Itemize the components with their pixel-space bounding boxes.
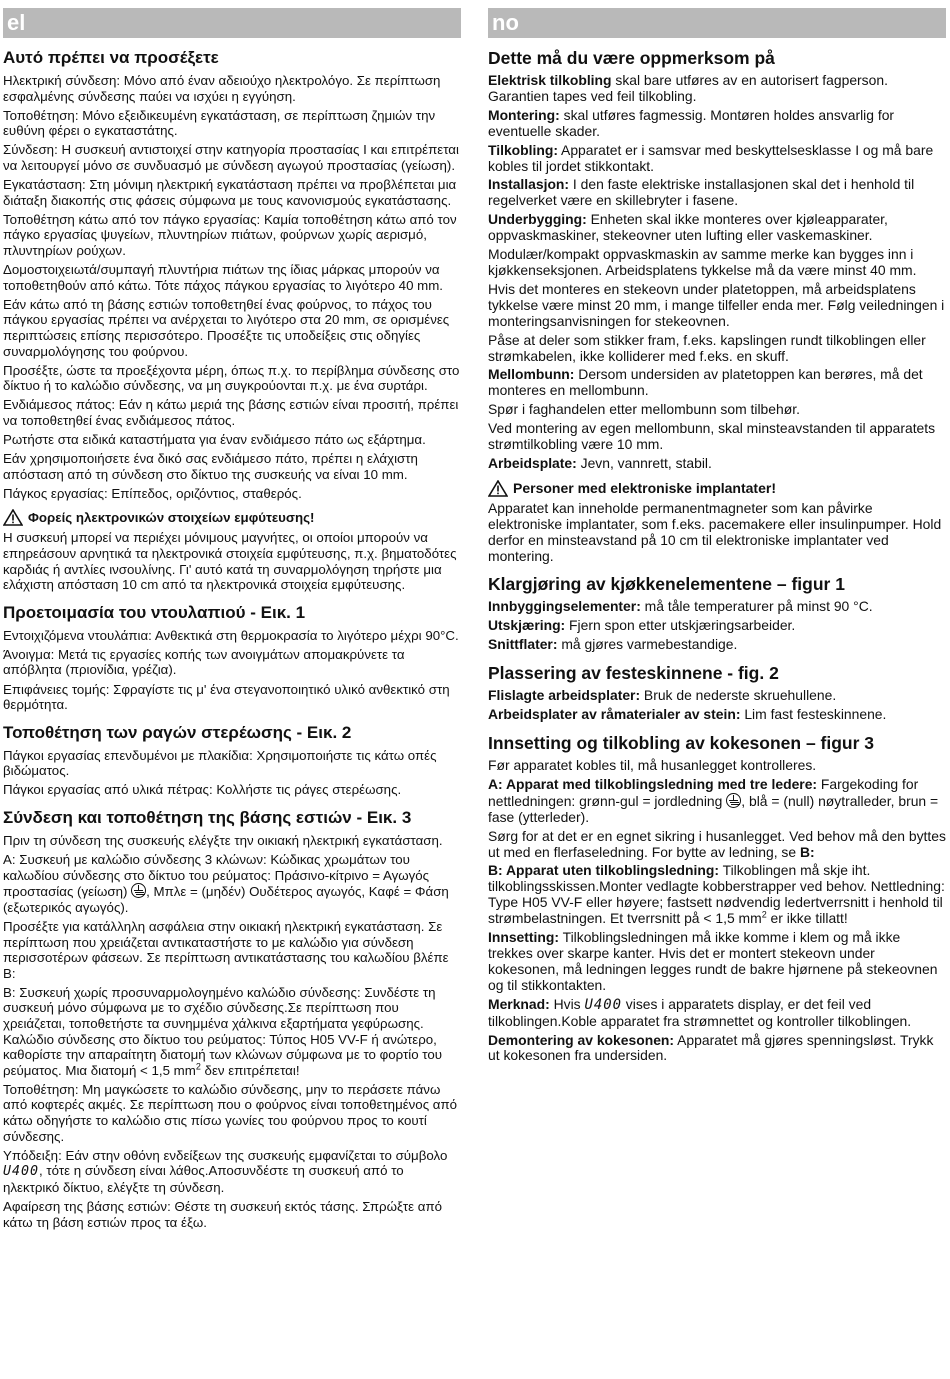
paragraph bbox=[488, 930, 946, 994]
display-code: U400 bbox=[584, 996, 622, 1013]
paragraph: Αφαίρεση της βάσης εστιών: Θέστε τη συσκευή εκτός τάσης. Σπρώξτε από κάτω τη βάση εστιών προς τα έξω. bbox=[3, 1199, 443, 1230]
heading-connection: Innsetting og tilkobling av kokesonen – figur 3 bbox=[488, 733, 875, 753]
paragraph bbox=[488, 688, 946, 704]
text-run: skal utføres fagmessig. Montøren holdes ansvarlig for eventuelle skader. bbox=[488, 106, 895, 139]
paragraph: Τοποθέτηση κάτω από τον πάγκο εργασίας: Καμία τοποθέτηση κάτω από τον πάγκο εργασίας ψυγείων, πλυντηρίων πιάτων, φούρνων χωρίς αερισμό, πλυντηρίων ρούχων. bbox=[3, 211, 457, 258]
warning-title: Personer med elektroniske implantater! bbox=[513, 479, 776, 496]
paragraph bbox=[488, 367, 946, 399]
paragraph: Σύνδεση: Η συσκευή αντιστοιχεί στην κατηγορία προστασίας I και επιτρέπεται να λειτουργεί μόνο σε συνδυασμό με σύνδεση αγωγού προστασίας (γείωση). bbox=[3, 142, 459, 173]
implant-warning-heading bbox=[3, 509, 461, 526]
bold-term: B: bbox=[799, 843, 815, 860]
paragraph bbox=[488, 777, 946, 826]
language-bar-el: el bbox=[3, 8, 461, 38]
bold-term: Innsetting: bbox=[488, 929, 559, 946]
text-run: Fjern spon etter utskjæringsarbeider. bbox=[565, 617, 796, 634]
text-run: Hvis bbox=[549, 995, 585, 1012]
warning-text: Apparatet kan inneholde permanentmagneter som kan påvirke elektroniske implantater, som f.eks. pacemakere eller insulinpumper. Hold derfor en minsteavstand på 10 cm til elektroniske implantater ved montering. bbox=[488, 499, 942, 564]
heading-connection: Σύνδεση και τοποθέτηση της βάσης εστιών - Εικ. 3 bbox=[3, 807, 412, 827]
bold-term: Tilkobling: bbox=[488, 141, 558, 158]
paragraph bbox=[3, 985, 461, 1079]
paragraph: Påse at deler som stikker fram, f.eks. kapslingen rundt tilkoblingen eller strømkabelen, ikke kolliderer med f.eks. en skuff. bbox=[488, 331, 926, 364]
bold-term: Installasjon: bbox=[488, 176, 570, 193]
bold-term: Flislagte arbeidsplater: bbox=[488, 687, 641, 704]
heading-rails: Τοποθέτηση των ραγών στερέωσης - Εικ. 2 bbox=[3, 722, 352, 742]
ground-symbol-icon bbox=[131, 883, 146, 898]
bold-term: Underbygging: bbox=[488, 211, 587, 228]
text-run: Bruk de nederste skruehullene. bbox=[640, 687, 837, 704]
paragraph: Δομοστοιχειωτά/συμπαγή πλυντήρια πιάτων της ίδιας μάρκας μπορούν να τοποθετηθούν από κάτω. Τότε πάχος πάγκου εργασίας το λιγότερο 40 mm. bbox=[3, 262, 444, 293]
column-greek bbox=[3, 8, 461, 1234]
text-run: skal bare utføres av en autorisert fagperson. Garantien tapes ved feil tilkobling. bbox=[488, 72, 888, 104]
paragraph: Πριν τη σύνδεση της συσκευής ελέγξτε την οικιακή ηλεκτρική εγκατάσταση. bbox=[3, 832, 443, 848]
paragraph: Εντοιχιζόμενα ντουλάπια: Ανθεκτικά στη θερμοκρασία το λιγότερο μέχρι 90°C. bbox=[3, 627, 459, 643]
paragraph: Τοποθέτηση: Μόνο εξειδικευμένη εγκατάσταση, σε περίπτωση ζημιών την ευθύνη φέρει ο εγκαταστάτης. bbox=[3, 107, 436, 139]
bold-term: Arbeidsplate: bbox=[488, 454, 577, 471]
column-norwegian bbox=[488, 8, 946, 1067]
heading-rails: Plassering av festeskinnene - fig. 2 bbox=[488, 663, 779, 684]
paragraph: Spør i faghandelen etter mellombunn som tilbehør. bbox=[488, 401, 800, 418]
text-run: må tåle temperaturer på minst 90 °C. bbox=[640, 598, 873, 615]
paragraph: Modulær/kompakt oppvaskmaskin av samme merke kan bygges inn i kjøkkenseksjonen. Arbeidsplatens tykkelse må da være minst 40 mm. bbox=[488, 246, 917, 278]
paragraph bbox=[3, 1148, 461, 1196]
paragraph bbox=[488, 108, 946, 140]
text-run: I den faste elektriske installasjonen skal det i henhold til regelverket være en skillebryter i fasene. bbox=[488, 176, 915, 209]
bold-term: Innbyggingselementer: bbox=[488, 598, 641, 615]
paragraph: Hvis det monteres en stekeovn under platetoppen, må arbeidsplatens tykkelse være minst 20 mm, i mange tilfeller enda mer. Følg veiledningen i monteringsanvisningen for stekeovnen. bbox=[488, 280, 945, 329]
paragraph: Πάγκοι εργασίας από υλικά πέτρας: Κολλήστε τις ράγες στερέωσης. bbox=[3, 782, 402, 798]
text-run: Lim fast festeskinnene. bbox=[740, 706, 887, 723]
text-run: B: Συσκευή χωρίς προσυναρμολογημένο καλώδιο σύνδεσης: Συνδέστε τη συσκευή μόνο σύμφωνα με το σχέδιο σύνδεσης.Σε περίπτωση που χρειάζεται, τοποθετήστε τα συνημμένα χάλκινα εξαρτήματα γεφύρωσης. Καλώδιο σύνδεσης στο δίκτυο του ρεύματος: Τύπος H05 VV-F ή ανώτερο, καθορίστε την απαραίτητη διατομή των κλώνων σύμφωνα με το φορτίο του ρεύματος. Μια διατομή < 1,5 mm bbox=[3, 984, 443, 1078]
display-code: U400 bbox=[3, 1164, 40, 1180]
paragraph bbox=[488, 73, 946, 105]
paragraph: Før apparatet kobles til, må husanlegget kontrolleres. bbox=[488, 757, 817, 773]
language-bar-no: no bbox=[488, 8, 946, 38]
paragraph: Πάγκος εργασίας: Επίπεδος, οριζόντιος, σταθερός. bbox=[3, 485, 302, 501]
text-run: Enheten skal ikke monteres over kjøleapparater, oppvaskmaskiner, stekeovner uten lufting eller vaskemaskiner. bbox=[488, 211, 888, 244]
heading-cabinet-prep: Προετοιμασία του ντουλαπιού - Εικ. 1 bbox=[3, 602, 306, 622]
superscript: 2 bbox=[761, 909, 767, 920]
paragraph: Ρωτήστε στα ειδικά καταστήματα για έναν ενδιάμεσο πάτο ως εξάρτημα. bbox=[3, 431, 426, 447]
text-run: må gjøres varmebestandige. bbox=[557, 636, 738, 653]
text-run: Apparatet er i samsvar med beskyttelsesklasse I og må bare kobles til jordet stikkontakt. bbox=[488, 141, 934, 174]
paragraph bbox=[488, 1033, 946, 1065]
bold-term: Demontering av kokesonen: bbox=[488, 1031, 675, 1048]
paragraph: Προσέξτε, ώστε τα προεξέχοντα μέρη, όπως π.χ. το περίβλημα σύνδεσης στο δίκτυο ή το καλώδιο σύνδεσης, να μη συγκρούονται π.χ. με ένα συρτάρι. bbox=[3, 362, 460, 394]
paragraph bbox=[488, 997, 946, 1030]
bold-term: Arbeidsplater av råmaterialer av stein: bbox=[488, 706, 741, 723]
paragraph bbox=[488, 143, 946, 175]
heading-safety: Αυτό πρέπει να προσέξετε bbox=[3, 48, 219, 67]
text-run: Sørg for at det er en egnet sikring i husanlegget. Ved behov må den byttes ut med en flerfaseledning. For bytte av ledning, se bbox=[488, 827, 946, 860]
superscript: 2 bbox=[195, 1061, 201, 1072]
text-run: vises i apparatets display, er det feil ved tilkoblingen.Koble apparatet fra strømnettet og kontroller tilkoblingen. bbox=[488, 995, 912, 1029]
text-run: , blå = (null) nøytralleder, brun = fase (ytterleder). bbox=[488, 792, 939, 825]
paragraph: Πάγκοι εργασίας επενδυμένοι με πλακίδια: Χρησιμοποιήστε τις κάτω οπές βιδώματος. bbox=[3, 747, 437, 779]
paragraph bbox=[488, 707, 946, 723]
paragraph: Επιφάνειες τομής: Σφραγίστε τις μ' ένα στεγανοποιητικό υλικό ανθεκτικό στη θερμότητα. bbox=[3, 681, 450, 713]
bold-term: A: Apparat med tilkoblingsledning med tre ledere: bbox=[488, 775, 818, 792]
bold-term: Snittflater: bbox=[488, 636, 558, 653]
paragraph bbox=[488, 637, 946, 653]
ground-symbol-icon bbox=[726, 793, 741, 808]
text-run: Tilkoblingsledningen må ikke komme i klem og må ikke trekkes over skarpe kanter. Hvis det er montert stekeovn under kokesonen, må ledningen legges rundt de bakre hjørnene på stekeovnen og til stikkontakten. bbox=[488, 929, 938, 993]
paragraph bbox=[488, 177, 946, 209]
text-run: δεν επιτρέπεται! bbox=[200, 1062, 300, 1078]
warning-title: Φορείς ηλεκτρονικών στοιχείων εμφύτευσης! bbox=[28, 510, 315, 526]
bold-term: Montering: bbox=[488, 106, 560, 123]
heading-cabinet-prep: Klargjøring av kjøkkenelementene – figur 1 bbox=[488, 574, 845, 595]
text-run: Υπόδειξη: Εάν στην οθόνη ενδείξεων της συσκευής εμφανίζεται το σύμβολο bbox=[3, 1147, 448, 1163]
text-run: Apparatet må gjøres spenningsløst. Trykk ut kokesonen fra undersiden. bbox=[488, 1031, 934, 1064]
paragraph: Ενδιάμεσος πάτος: Εάν η κάτω μεριά της βάσης εστιών είναι προσιτή, πρέπει να τοποθετηθεί ένας ενδιάμεσος πάτος. bbox=[3, 397, 459, 428]
bold-term: B: Apparat uten tilkoblingsledning: bbox=[488, 862, 719, 879]
paragraph: Άνοιγμα: Μετά τις εργασίες κοπής των ανοιγμάτων απομακρύνετε τα απόβλητα (πριονίδια, γρέζια). bbox=[3, 646, 405, 678]
warning-triangle-icon bbox=[3, 509, 23, 526]
text-run: Tilkoblingen må skje iht. tilkoblingsskissen.Monter vedlagte kobberstrapper ved behov. Nettledning: Type H05 VV-F eller høyere; fastsett nødvendig ledertverrsnitt i henhold til strømbelastningen. Et tverrsnitt på < 1,5 mm bbox=[488, 862, 945, 927]
paragraph bbox=[488, 212, 946, 244]
implant-warning-heading bbox=[488, 480, 946, 497]
paragraph bbox=[488, 618, 946, 634]
paragraph: Εγκατάσταση: Στη μόνιμη ηλεκτρική εγκατάσταση πρέπει να προβλέπεται μια διάταξη διακοπής στις φάσεις σύμφωνα με τους κανονισμούς εγκατάστασης. bbox=[3, 177, 457, 208]
paragraph: Τοποθέτηση: Μη μαγκώσετε το καλώδιο σύνδεσης, μην το περάσετε πάνω από κοφτερές ακμές. Σε περίπτωση που ο φούρνος είναι τοποθετημένος από κάτω οδηγήστε το καλώδιο στις πίσω γωνίες του φούρνου προς το κουτί σύνδεσης. bbox=[3, 1081, 458, 1144]
paragraph bbox=[488, 456, 946, 472]
text-run: , Μπλε = (μηδέν) Ουδέτερος αγωγός, Καφέ = Φάση (εξωτερικός αγωγός). bbox=[3, 884, 449, 915]
bold-term: Utskjæring: bbox=[488, 617, 566, 634]
paragraph: Προσέξτε για κατάλληλη ασφάλεια στην οικιακή ηλεκτρική εγκατάσταση. Σε περίπτωση που χρειάζεται αντικαταστήστε το με καλώδιο για σύνδεση περισσοτέρων φάσεων. Σε περίπτωση αντικατάστασης του καλωδίου βλέπε B: bbox=[3, 918, 449, 981]
paragraph bbox=[488, 863, 946, 927]
bold-term: Mellombunn: bbox=[488, 366, 575, 383]
text-run: Dersom undersiden av platetoppen kan berøres, må det monteres en mellombunn. bbox=[488, 366, 923, 399]
text-run: , τότε η σύνδεση είναι λάθος.Αποσυνδέστε τη συσκευή από το ηλεκτρικό δίκτυο, ελέγξτε τη σύνδεση. bbox=[3, 1163, 404, 1195]
text-run: Jevn, vannrett, stabil. bbox=[576, 454, 712, 471]
text-run: A: Συσκευή με καλώδιο σύνδεσης 3 κλώνων: Κώδικας χρωμάτων του καλωδίου σύνδεσης στο δίκτυο του ρεύματος: Πράσινο-κίτρινο = Αγωγός προστασίας (γείωση) bbox=[3, 852, 430, 900]
paragraph bbox=[488, 829, 946, 861]
paragraph: Εάν κάτω από τη βάσης εστιών τοποθετηθεί ένας φούρνος, το πάχος του πάγκου εργασίας πρέπει να ανέρχεται το λιγότερο στα 20 mm, σε ορισμένες περιπτώσεις επίσης περισσότερο. Προσέξτε τις υποδείξεις στις οδηγίες συναρμολόγησης του φούρνου. bbox=[3, 296, 450, 359]
bold-term: Merknad: bbox=[488, 995, 550, 1012]
bold-term: Elektrisk tilkobling bbox=[488, 72, 612, 88]
paragraph: Εάν χρησιμοποιήσετε ένα δικό σας ενδιάμεσο πάτο, πρέπει η ελάχιστη απόσταση από τη σύνδεση στο δίκτυο της συσκευής να είναι 10 mm. bbox=[3, 451, 418, 482]
paragraph: Ved montering av egen mellombunn, skal minsteavstanden til apparatets strømtilkobling være 10 mm. bbox=[488, 420, 936, 453]
text-run: Fargekoding for nettledningen: grønn-gul = jordledning bbox=[488, 775, 919, 809]
warning-text: Η συσκευή μπορεί να περιέχει μόνιμους μαγνήτες, οι οποίοι μπορούν να επηρεάσουν αρνητικά τα ηλεκτρονικά στοιχεία εμφύτευσης, π.χ. βηματοδότες καρδιάς ή αντλίες ινσουλίνης. Γι' αυτό κατά τη συναρμολόγηση τηρήστε μια ελάχιστη απόσταση 10 cm από τα ηλεκτρονικά στοιχεία εμφύτευσης. bbox=[3, 530, 457, 593]
paragraph bbox=[488, 599, 946, 615]
paragraph bbox=[3, 852, 461, 915]
warning-triangle-icon bbox=[488, 480, 508, 497]
paragraph: Ηλεκτρική σύνδεση: Μόνο από έναν αδειούχο ηλεκτρολόγο. Σε περίπτωση εσφαλμένης σύνδεσης παύει να ισχύει η εγγύηση. bbox=[3, 73, 441, 104]
text-run: er ikke tillatt! bbox=[766, 910, 848, 927]
heading-safety: Dette må du være oppmerksom på bbox=[488, 48, 775, 68]
